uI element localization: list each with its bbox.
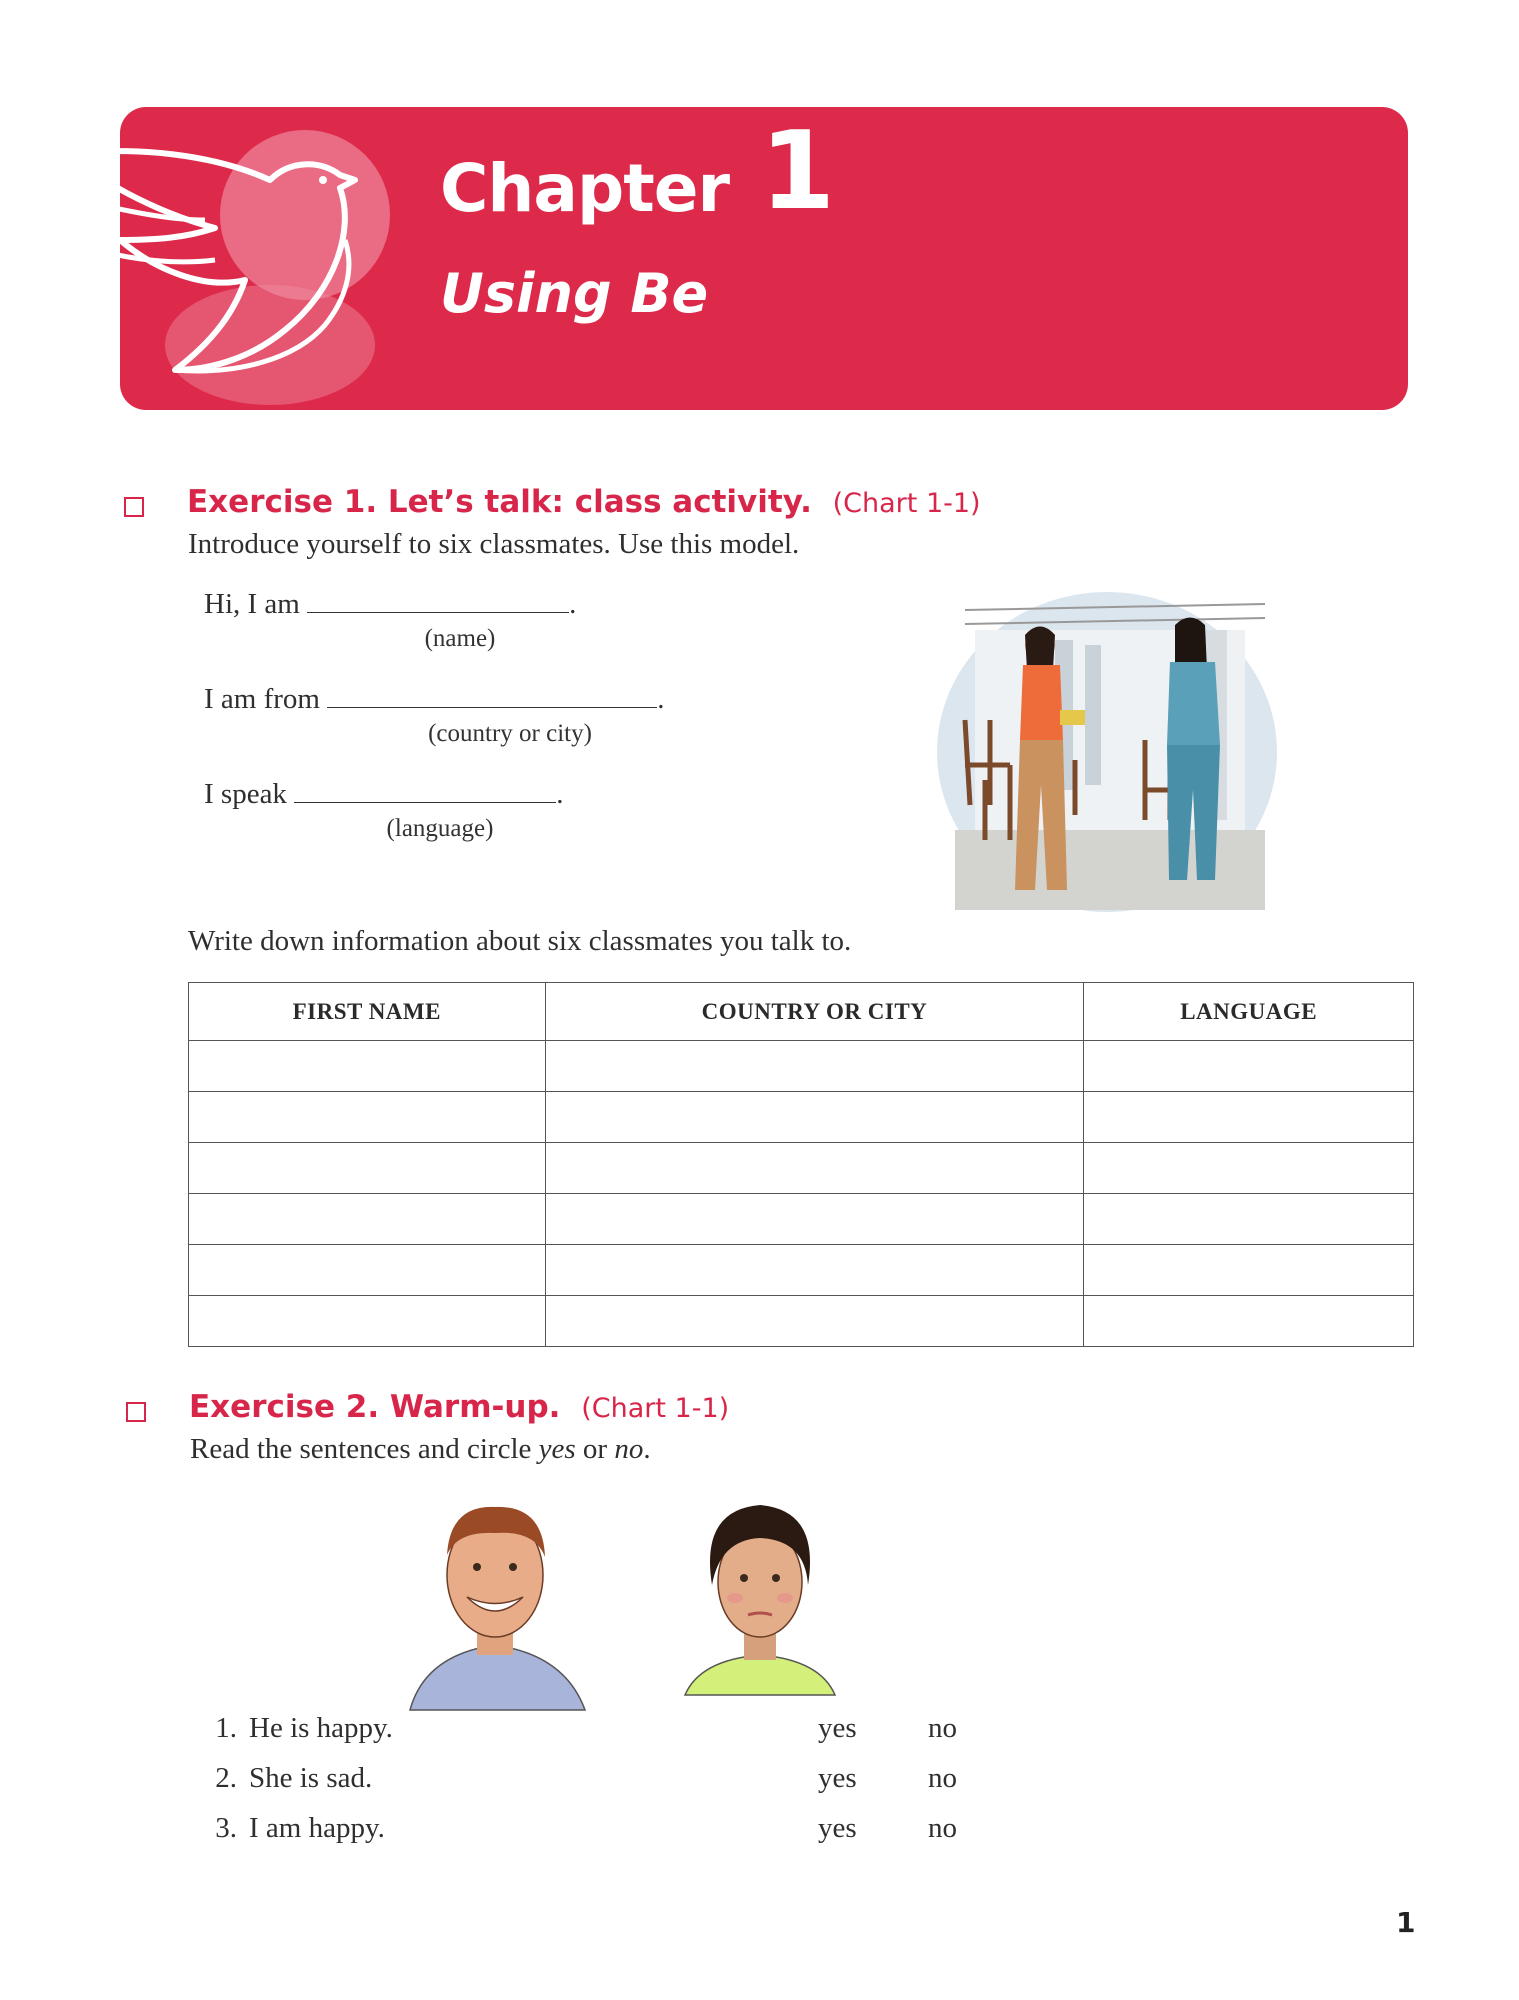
sad-woman-illustration — [680, 1490, 840, 1700]
sentence-number: 1. — [215, 1712, 237, 1744]
table-cell[interactable] — [1084, 1041, 1414, 1092]
page-number: 1 — [1396, 1906, 1416, 1939]
table-cell[interactable] — [1084, 1245, 1414, 1296]
table-cell[interactable] — [1084, 1092, 1414, 1143]
instruction-text: Read the sentences and circle — [190, 1433, 539, 1465]
model-line-country: I am from . — [204, 683, 665, 715]
model-hint: (language) — [386, 815, 494, 842]
table-cell[interactable] — [545, 1143, 1084, 1194]
instruction-yes: yes — [538, 1433, 576, 1465]
model-hint: (name) — [424, 625, 496, 652]
column-header-first-name: FIRST NAME — [189, 983, 546, 1041]
table-row — [189, 1041, 1414, 1092]
sentence-text: I am happy. — [249, 1812, 385, 1844]
exercise-1-title: Let’s talk: class activity. — [387, 484, 812, 520]
column-header-country: COUNTRY OR CITY — [545, 983, 1084, 1041]
model-hint: (country or city) — [428, 720, 592, 747]
exercise-1-checkbox[interactable] — [124, 497, 144, 517]
table-cell[interactable] — [189, 1245, 546, 1296]
column-header-language: LANGUAGE — [1084, 983, 1414, 1041]
table-cell[interactable] — [1084, 1143, 1414, 1194]
classmates-table — [188, 982, 1414, 1347]
instruction-text: . — [643, 1433, 651, 1465]
chapter-subtitle: Using Be — [440, 262, 709, 325]
chapter-number: 1 — [760, 109, 836, 234]
sentence-text: He is happy. — [249, 1712, 393, 1744]
table-cell[interactable] — [189, 1143, 546, 1194]
yes-option[interactable]: yes — [818, 1812, 857, 1844]
table-row — [189, 1296, 1414, 1347]
table-cell[interactable] — [545, 1194, 1084, 1245]
exercise-2-checkbox[interactable] — [126, 1402, 146, 1422]
table-row — [189, 1194, 1414, 1245]
exercise-2-chart-ref: (Chart 1-1) — [581, 1393, 730, 1424]
table-cell[interactable] — [545, 1092, 1084, 1143]
instruction-no: no — [614, 1433, 644, 1465]
no-option[interactable]: no — [928, 1762, 957, 1794]
exercise-1-label: Exercise 1. — [187, 484, 378, 520]
exercise-2-instruction — [190, 1433, 651, 1466]
happy-man-illustration — [395, 1495, 595, 1715]
table-cell[interactable] — [545, 1245, 1084, 1296]
table-cell[interactable] — [1084, 1194, 1414, 1245]
classroom-illustration — [935, 590, 1280, 915]
no-option[interactable]: no — [928, 1712, 957, 1744]
exercise-1-instruction: Introduce yourself to six classmates. Use this model. — [188, 528, 800, 560]
table-cell[interactable] — [189, 1041, 546, 1092]
table-cell[interactable] — [189, 1092, 546, 1143]
yes-option[interactable]: yes — [818, 1712, 857, 1744]
model-prefix: Hi, I am — [204, 588, 300, 620]
sentence-number: 2. — [215, 1762, 237, 1794]
instruction-text: or — [575, 1433, 615, 1465]
language-blank[interactable] — [294, 802, 556, 803]
sentence-number: 3. — [215, 1812, 237, 1844]
exercise-2-title: Warm-up. — [389, 1389, 561, 1425]
model-prefix: I am from — [204, 683, 320, 715]
sentence-item — [195, 1812, 385, 1845]
sentence-item — [195, 1762, 372, 1795]
table-cell[interactable] — [189, 1296, 546, 1347]
exercise-1-heading — [187, 484, 981, 520]
model-line-language: I speak . — [204, 778, 564, 810]
table-row — [189, 1143, 1414, 1194]
table-row — [189, 1092, 1414, 1143]
model-line-name: Hi, I am . — [204, 588, 577, 620]
sentence-text: She is sad. — [249, 1762, 373, 1794]
table-cell[interactable] — [545, 1296, 1084, 1347]
chapter-word: Chapter — [440, 150, 730, 227]
yes-option[interactable]: yes — [818, 1762, 857, 1794]
no-option[interactable]: no — [928, 1812, 957, 1844]
table-cell[interactable] — [1084, 1296, 1414, 1347]
country-blank[interactable] — [327, 707, 657, 708]
table-cell[interactable] — [545, 1041, 1084, 1092]
table-cell[interactable] — [189, 1194, 546, 1245]
bird-logo-icon — [55, 120, 415, 410]
exercise-2-label: Exercise 2. — [189, 1389, 380, 1425]
model-prefix: I speak — [204, 778, 287, 810]
exercise-2-heading — [189, 1389, 729, 1425]
sentence-item — [195, 1712, 393, 1745]
name-blank[interactable] — [307, 612, 569, 613]
table-row — [189, 1245, 1414, 1296]
exercise-1-chart-ref: (Chart 1-1) — [832, 488, 981, 519]
write-instruction: Write down information about six classmates you talk to. — [188, 925, 852, 957]
